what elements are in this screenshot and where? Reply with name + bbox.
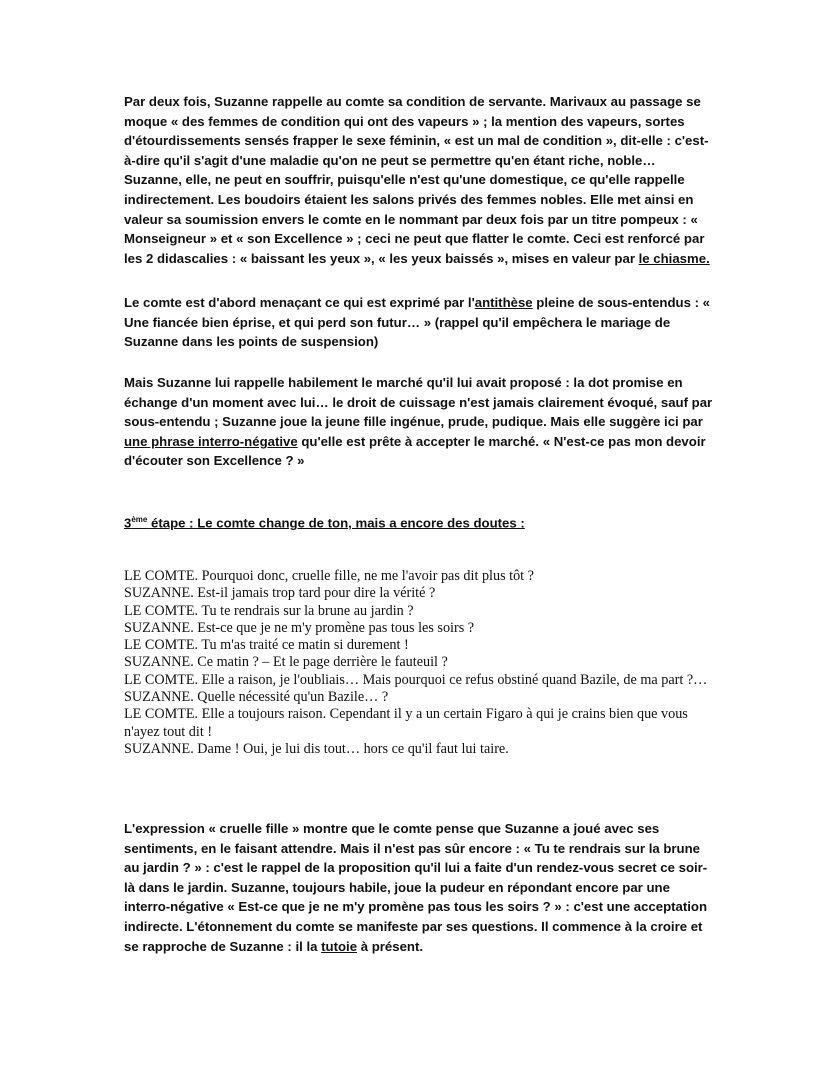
- dialogue-line: LE COMTE. Tu te rendrais sur la brune au jardin ?: [124, 602, 414, 619]
- dialogue-line: LE COMTE. Tu m'as traité ce matin si durement !: [124, 637, 409, 654]
- paragraph-text: L'expression « cruelle fille » montre que le comte pense que Suzanne a joué avec ses sentiments, en le faisant attendre. Mais il n'est pas sûr encore : « Tu te rendrais sur la brune au jardin ? » : c'est le rappel de la proposition qu'il lui a faite d'un rendez-vous secret ce soir-là dans le jardin. Suzanne, toujours habile, joue la pudeur en répondant encore par une interro-négative « Est-ce que je ne m'y promène pas tous les soirs ? » : c'est une acceptation indirecte. L'étonnement du comte se manifeste par ses questions. Il commence à la croire et se rapproche de Suzanne : il la: [124, 821, 708, 954]
- underlined-term-antithese: antithèse: [474, 295, 533, 310]
- paragraph-text: Le comte est d'abord menaçant ce qui est exprimé par l': [124, 295, 475, 310]
- dialogue-line: SUZANNE. Quelle nécessité qu'un Bazile… ?: [124, 689, 389, 706]
- paragraph-text: à présent.: [357, 938, 424, 954]
- dialogue-line: LE COMTE. Elle a toujours raison. Cependant il y a un certain Figaro à qui je crains bien que vous n'ayez tout dit !: [124, 706, 688, 740]
- paragraph-text: Par deux fois, Suzanne rappelle au comte sa condition de servante. Marivaux au passage se moque « des femmes de condition qui ont des vapeurs » ; la mention des vapeurs, sortes d'étourdissements sensés frapper le sexe féminin, « est un mal de condition », dit-elle : c'est-à-dire qu'il s'agit d'une maladie qu'on ne peut se permettre qu'en étant riche, noble… Suzanne, elle, ne peut en souffrir, puisqu'elle n'est qu'une domestique, ce qu'elle rappelle indirectement. Les boudoirs étaient les salons privés des femmes nobles. Elle met ainsi en valeur sa soumission envers le comte en le nommant par deux fois par un titre pompeux : « Monseigneur » et « son Excellence » ; ceci ne peut que flatter le comte. Ceci est renforcé par les 2 didascalies : « baissant les yeux », « les yeux baissés », mises en valeur par: [124, 94, 709, 266]
- paragraph-text: qu'elle est prête à accepter le marché. « N'est-ce pas mon devoir d'écouter son Excellence ? »: [124, 433, 706, 469]
- paragraph-servante: [124, 92, 714, 268]
- dialogue-line: SUZANNE. Ce matin ? – Et le page derrière le fauteuil ?: [124, 654, 448, 671]
- underlined-term-tutoie: tutoie: [321, 938, 358, 954]
- paragraph-text: Mais Suzanne lui rappelle habilement le marché qu'il lui avait proposé : la dot promise en échange d'un moment avec lui… le droit de cuissage n'est jamais clairement évoqué, sauf par sous-entendu ; Suzanne joue la jeune fille ingénue, prude, pudique. Mais elle suggère ici par: [124, 375, 713, 430]
- dialogue-line: SUZANNE. Est-il jamais trop tard pour dire la vérité ?: [124, 585, 436, 602]
- heading-text: étape : Le comte change de ton, mais a encore des doutes :: [147, 515, 525, 531]
- dialogue-excerpt: [124, 568, 714, 758]
- underlined-term-interro-negative: une phrase interro-négative: [124, 433, 298, 449]
- dialogue-line: SUZANNE. Dame ! Oui, je lui dis tout… hors ce qu'il faut lui taire.: [124, 740, 509, 757]
- paragraph-antithese: [124, 293, 714, 352]
- heading-number: 3: [124, 515, 132, 531]
- dialogue-line: LE COMTE. Pourquoi donc, cruelle fille, ne me l'avoir pas dit plus tôt ?: [124, 568, 534, 584]
- paragraph-cruelle-fille: [124, 819, 714, 956]
- heading-superscript: ème: [131, 515, 148, 524]
- paragraph-text: pleine de sous-entendus : « Une fiancée bien éprise, et qui perd son futur… » (rappel qu'il empêchera le mariage de Suzanne dans les points de suspension): [124, 295, 710, 350]
- paragraph-marche: [124, 373, 714, 471]
- dialogue-line: LE COMTE. Elle a raison, je l'oubliais… Mais pourquoi ce refus obstiné quand Bazile, de ma part ?…: [124, 671, 708, 688]
- underlined-term-chiasme: le chiasme.: [638, 250, 710, 266]
- section-heading: [124, 515, 525, 530]
- dialogue-line: SUZANNE. Est-ce que je ne m'y promène pas tous les soirs ?: [124, 619, 475, 636]
